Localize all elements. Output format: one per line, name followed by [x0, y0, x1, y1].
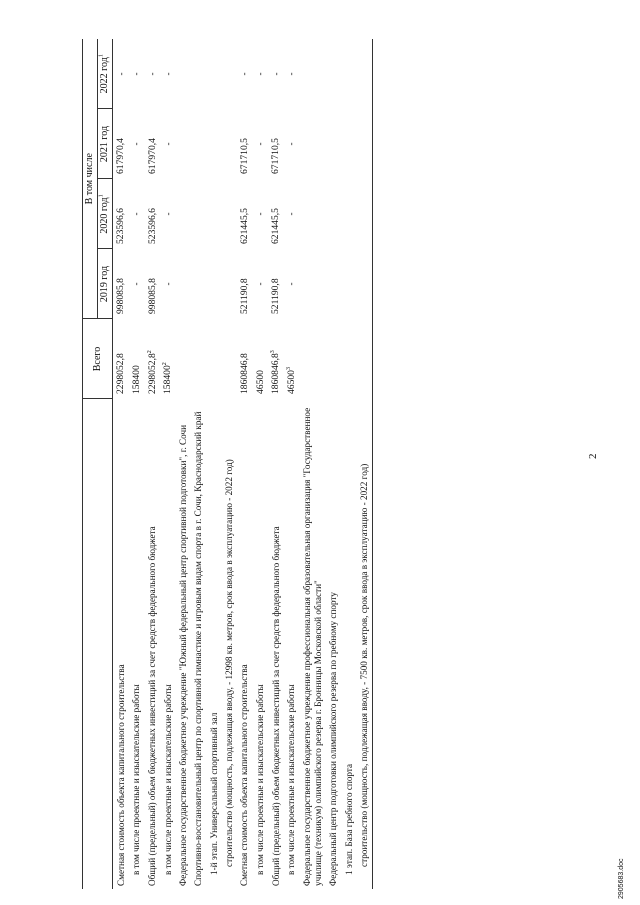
- year-cell-2021: -: [286, 142, 297, 146]
- table-row: [300, 39, 326, 889]
- total-cell: [357, 319, 373, 399]
- year-cell-2021: [357, 109, 373, 179]
- year-cell-2022: [191, 39, 206, 109]
- year-cell-2022: -: [131, 72, 142, 76]
- year-cell-2021: [222, 109, 237, 179]
- table-row: [129, 39, 145, 889]
- year-cell-2020: [326, 179, 341, 249]
- table-row: [160, 39, 176, 889]
- table-row: [268, 39, 284, 889]
- year-cell-2020: [176, 179, 191, 249]
- row-description: Сметная стоимость объекта капитального строительства: [115, 664, 126, 886]
- year-cell-2021: -: [255, 142, 265, 146]
- row-description: строительство (мощность, подлежащая вводу, - 12998 кв. метров, срок ввода в эксплуатацию - 2022 год): [223, 459, 234, 867]
- year-cell-2019: -: [286, 282, 297, 286]
- year-cell-2019: [326, 249, 341, 319]
- including-header: В том числе: [83, 39, 98, 319]
- total-cell: [342, 319, 357, 399]
- document-reference: 2905683.doc: [618, 858, 625, 899]
- year-cell-2019: 521190,8: [270, 278, 282, 314]
- total-cell: [191, 319, 206, 399]
- year-cell-2019: [357, 249, 373, 319]
- year-cell-2022: -: [162, 72, 173, 76]
- year-cell-2019: 998085,8: [115, 278, 127, 314]
- year-cell-2020: [222, 179, 237, 249]
- year-cell-2022: [357, 39, 373, 109]
- total-cell: 2298052,8$^2$: [146, 350, 158, 394]
- year-cell-2022: -: [147, 72, 158, 76]
- row-description: в том числе проектные и изыскательские работы: [131, 684, 142, 875]
- row-description: в том числе проектные и изыскательские работы: [286, 684, 297, 875]
- total-cell: 158400$^2$: [162, 362, 174, 394]
- total-cell: 2298052,8: [115, 353, 127, 394]
- table-row: [176, 39, 191, 889]
- total-cell: 1860846,8$^3$: [270, 350, 282, 394]
- row-description: Федеральный центр подготовки олимпийского резерва по гребному спорту: [328, 592, 339, 886]
- year-cell-2021: -: [131, 142, 142, 146]
- investment-table: [82, 39, 373, 889]
- total-cell: [207, 319, 222, 399]
- year-cell-2022: [326, 39, 341, 109]
- year-cell-2022: -: [115, 72, 126, 76]
- total-header: Всего: [83, 319, 113, 399]
- row-description: 1-й этап. Универсальный спортивный зал: [208, 712, 219, 875]
- year-cell-2021: 617970,4: [146, 138, 158, 174]
- year-cell-2020: [300, 179, 326, 249]
- year-cell-2019: -: [255, 282, 265, 286]
- year-cell-2020: [207, 179, 222, 249]
- year-cell-2020: [357, 179, 373, 249]
- total-cell: [300, 319, 326, 399]
- table-row: [113, 39, 129, 889]
- year-cell-2021: [191, 109, 206, 179]
- year-cell-2021: [176, 109, 191, 179]
- total-cell: 46500: [254, 370, 266, 394]
- table-body: [113, 39, 373, 889]
- year-cell-2020: [342, 179, 357, 249]
- year-cell-2019: -: [162, 282, 173, 286]
- row-description: Спортивно-восстановительный центр по спортивной гимнастике и игровым видам спорта в г. Сочи, Краснодарский край: [193, 411, 204, 886]
- year-cell-2021: 617970,4: [115, 138, 127, 174]
- total-cell: [222, 319, 237, 399]
- table-row: [326, 39, 341, 889]
- year-cell-2022: [300, 39, 326, 109]
- year-cell-2022: [222, 39, 237, 109]
- year-cell-2019: [191, 249, 206, 319]
- year-cell-2021: -: [162, 142, 173, 146]
- row-description: Общий (предельный) объем бюджетных инвестиций за счет средств федерального бюджета: [270, 526, 281, 886]
- year-cell-2020: -: [162, 212, 173, 216]
- table-row: [342, 39, 357, 889]
- description-header: [83, 399, 113, 889]
- year-cell-2019: 998085,8: [146, 278, 158, 314]
- table-row: [222, 39, 237, 889]
- year-cell-2022: -: [270, 72, 281, 76]
- year-cell-2022: -: [286, 72, 297, 76]
- year-cell-2022: -: [255, 72, 265, 76]
- row-description: в том числе проектные и изыскательские работы: [255, 684, 265, 875]
- table-row: [253, 39, 269, 889]
- total-cell: [326, 319, 341, 399]
- total-cell: 1860846,8: [239, 353, 251, 394]
- year-cell-2019: [176, 249, 191, 319]
- row-description: в том числе проектные и изыскательские работы: [162, 684, 173, 875]
- year-cell-2020: 523596,6: [146, 208, 158, 244]
- year-cell-2019: [207, 249, 222, 319]
- year-cell-2019: 521190,8: [239, 278, 251, 314]
- table-row: [207, 39, 222, 889]
- year-cell-2021: [342, 109, 357, 179]
- table-row: [237, 39, 253, 889]
- year-cell-2020: 621445,5: [270, 208, 282, 244]
- year-cell-2022: [207, 39, 222, 109]
- row-description: 1 этап. База гребного спорта: [343, 763, 354, 875]
- year-cell-2020: 523596,6: [115, 208, 127, 244]
- row-description: строительство (мощность, подлежащая вводу, - 7500 кв. метров, срок ввода в эксплуатацию - 2022 год): [357, 399, 373, 889]
- year-header: 2022 год$^1$: [98, 39, 113, 109]
- row-description: Федеральное государственное бюджетное учреждение "Южный федеральный центр спортивной подготовки", г. Сочи: [178, 424, 189, 886]
- total-cell: 46500$^3$: [285, 367, 298, 394]
- total-cell: [176, 319, 191, 399]
- total-cell: 158400: [131, 365, 143, 394]
- table-row: [284, 39, 300, 889]
- table-row: [145, 39, 161, 889]
- year-cell-2020: 621445,5: [239, 208, 251, 244]
- row-description: Сметная стоимость объекта капитального строительства: [239, 664, 250, 886]
- year-cell-2019: [222, 249, 237, 319]
- year-cell-2022: [176, 39, 191, 109]
- year-cell-2019: [342, 249, 357, 319]
- year-cell-2019: [300, 249, 326, 319]
- table-row: [191, 39, 206, 889]
- year-cell-2021: 671710,5: [239, 138, 251, 174]
- year-cell-2021: 671710,5: [270, 138, 282, 174]
- year-cell-2021: [326, 109, 341, 179]
- year-header: 2019 год: [98, 249, 113, 319]
- year-cell-2022: [342, 39, 357, 109]
- table-row: [357, 39, 373, 889]
- row-description: Федеральное государственное бюджетное учреждение профессиональная образовательная организация "Государственное училище (техникум) олимпийского резерва г. Бронницы Московской области": [301, 407, 324, 886]
- year-cell-2020: -: [255, 212, 265, 216]
- row-description: Общий (предельный) объем бюджетных инвестиций за счет средств федерального бюджета: [147, 526, 158, 886]
- year-cell-2021: [300, 109, 326, 179]
- year-cell-2020: [191, 179, 206, 249]
- year-header: 2020 год$^1$: [98, 179, 113, 249]
- year-cell-2020: -: [131, 212, 142, 216]
- year-header: 2021 год: [98, 109, 113, 179]
- page-number: 2: [587, 453, 599, 459]
- year-cell-2020: -: [286, 212, 297, 216]
- year-cell-2019: -: [131, 282, 142, 286]
- year-cell-2021: [207, 109, 222, 179]
- year-cell-2022: -: [239, 72, 250, 76]
